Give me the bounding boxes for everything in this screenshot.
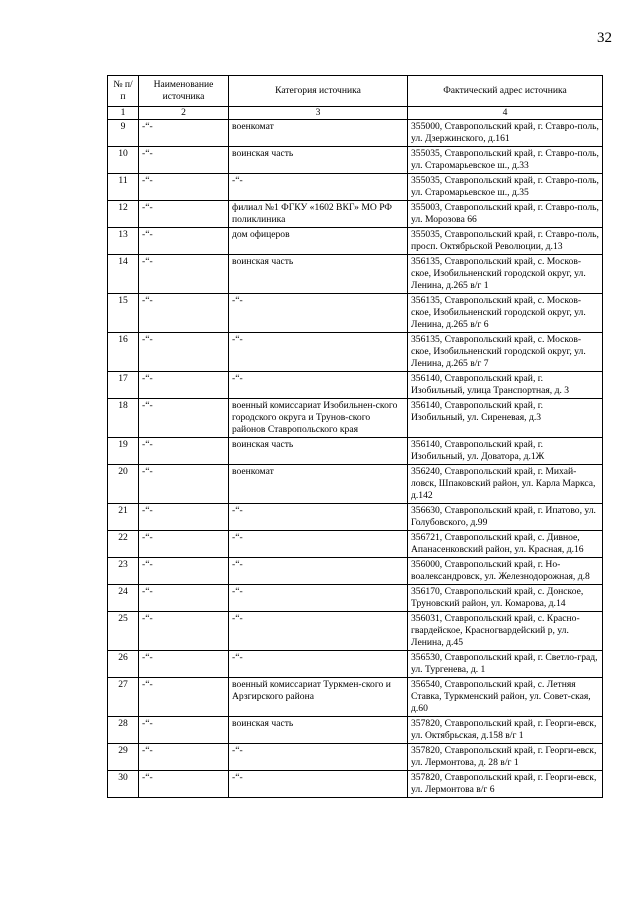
table-row — [108, 558, 603, 585]
table-row — [108, 585, 603, 612]
row-category: -“- — [229, 294, 408, 333]
row-category: -“- — [229, 372, 408, 399]
row-source-name: -“- — [139, 744, 229, 771]
row-number: 28 — [108, 717, 139, 744]
header-source-address: Фактический адрес источника — [408, 76, 603, 107]
row-category: -“- — [229, 612, 408, 651]
row-category: -“- — [229, 174, 408, 201]
row-source-name: -“- — [139, 612, 229, 651]
row-source-name: -“- — [139, 465, 229, 504]
table-row — [108, 651, 603, 678]
row-number: 23 — [108, 558, 139, 585]
row-number: 19 — [108, 438, 139, 465]
row-number: 11 — [108, 174, 139, 201]
row-source-name: -“- — [139, 585, 229, 612]
source-registry-table — [107, 75, 603, 798]
row-number: 15 — [108, 294, 139, 333]
table-row — [108, 201, 603, 228]
row-category: воинская часть — [229, 717, 408, 744]
row-category: -“- — [229, 504, 408, 531]
row-address: 356000, Ставропольский край, г. Но-воалександровск, ул. Железнодорожная, д.8 — [408, 558, 603, 585]
table-row — [108, 612, 603, 651]
page-number: 32 — [597, 30, 612, 46]
row-address: 355035, Ставропольский край, г. Ставро-поль, просп. Октябрьской Революции, д.13 — [408, 228, 603, 255]
table-row — [108, 228, 603, 255]
row-category: военный комиссариат Изобильнен-ского городского округа и Трунов-ского районов Ставропольского края — [229, 399, 408, 438]
table-row — [108, 294, 603, 333]
row-source-name: -“- — [139, 294, 229, 333]
column-index: 4 — [408, 107, 603, 120]
row-source-name: -“- — [139, 717, 229, 744]
row-number: 24 — [108, 585, 139, 612]
row-category: -“- — [229, 531, 408, 558]
row-category: воинская часть — [229, 147, 408, 174]
row-address: 356530, Ставропольский край, г. Светло-град, ул. Тургенева, д. 1 — [408, 651, 603, 678]
table-row — [108, 147, 603, 174]
row-category: военкомат — [229, 120, 408, 147]
row-number: 22 — [108, 531, 139, 558]
row-address: 355000, Ставропольский край, г. Ставро-поль, ул. Дзержинского, д.161 — [408, 120, 603, 147]
row-source-name: -“- — [139, 174, 229, 201]
row-number: 25 — [108, 612, 139, 651]
table-row — [108, 465, 603, 504]
row-number: 9 — [108, 120, 139, 147]
table-row — [108, 120, 603, 147]
row-address: 356721, Ставропольский край, с. Дивное, Апанасенковский район, ул. Красная, д.16 — [408, 531, 603, 558]
row-source-name: -“- — [139, 771, 229, 798]
row-category: -“- — [229, 771, 408, 798]
row-source-name: -“- — [139, 678, 229, 717]
row-number: 27 — [108, 678, 139, 717]
row-address: 357820, Ставропольский край, г. Георги-евск, ул. Лермонтова, д. 28 в/г 1 — [408, 744, 603, 771]
row-category: воинская часть — [229, 255, 408, 294]
column-index-row — [108, 107, 603, 120]
row-address: 356135, Ставропольский край, с. Москов-ское, Изобильненский городской округ, ул. Ленина, д.265 в/г 1 — [408, 255, 603, 294]
row-source-name: -“- — [139, 372, 229, 399]
table-row — [108, 438, 603, 465]
table-row — [108, 333, 603, 372]
row-address: 356140, Ставропольский край, г. Изобильный, улица Транспортная, д. 3 — [408, 372, 603, 399]
row-category: дом офицеров — [229, 228, 408, 255]
table-row — [108, 372, 603, 399]
row-source-name: -“- — [139, 651, 229, 678]
row-source-name: -“- — [139, 201, 229, 228]
row-source-name: -“- — [139, 228, 229, 255]
row-category: -“- — [229, 558, 408, 585]
table-body — [108, 120, 603, 798]
row-category: -“- — [229, 651, 408, 678]
row-address: 356240, Ставропольский край, г. Михай-ловск, Шпаковский район, ул. Карла Маркса, д.142 — [408, 465, 603, 504]
row-number: 26 — [108, 651, 139, 678]
row-address: 355003, Ставропольский край, г. Ставро-поль, ул. Морозова 66 — [408, 201, 603, 228]
row-category: филиал №1 ФГКУ «1602 ВКГ» МО РФ поликлиника — [229, 201, 408, 228]
table-row — [108, 771, 603, 798]
row-number: 29 — [108, 744, 139, 771]
table-row — [108, 678, 603, 717]
table-row — [108, 399, 603, 438]
row-source-name: -“- — [139, 147, 229, 174]
row-number: 17 — [108, 372, 139, 399]
row-number: 18 — [108, 399, 139, 438]
row-source-name: -“- — [139, 120, 229, 147]
row-address: 357820, Ставропольский край, г. Георги-евск, ул. Лермонтова в/г 6 — [408, 771, 603, 798]
row-source-name: -“- — [139, 531, 229, 558]
row-source-name: -“- — [139, 558, 229, 585]
row-category: -“- — [229, 585, 408, 612]
column-index: 3 — [229, 107, 408, 120]
table-row — [108, 717, 603, 744]
row-address: 356170, Ставропольский край, с. Донское, Труновский район, ул. Комарова, д.14 — [408, 585, 603, 612]
row-address: 355035, Ставропольский край, г. Ставро-поль, ул. Старомарьевское ш., д.33 — [408, 147, 603, 174]
header-source-category: Категория источника — [229, 76, 408, 107]
row-number: 14 — [108, 255, 139, 294]
row-address: 356140, Ставропольский край, г. Изобильный, ул. Сиреневая, д.3 — [408, 399, 603, 438]
column-index: 2 — [139, 107, 229, 120]
row-category: военкомат — [229, 465, 408, 504]
row-number: 21 — [108, 504, 139, 531]
header-number: № п/п — [108, 76, 139, 107]
row-number: 30 — [108, 771, 139, 798]
row-number: 10 — [108, 147, 139, 174]
table-row — [108, 174, 603, 201]
row-category: -“- — [229, 744, 408, 771]
row-number: 12 — [108, 201, 139, 228]
row-source-name: -“- — [139, 399, 229, 438]
row-address: 356135, Ставропольский край, с. Москов-ское, Изобильненский городской округ, ул. Ленина, д.265 в/г 7 — [408, 333, 603, 372]
table-header-row — [108, 76, 603, 107]
row-category: -“- — [229, 333, 408, 372]
table-row — [108, 255, 603, 294]
table-row — [108, 504, 603, 531]
row-number: 13 — [108, 228, 139, 255]
row-source-name: -“- — [139, 255, 229, 294]
row-address: 356135, Ставропольский край, с. Москов-ское, Изобильненский городской округ, ул. Ленина, д.265 в/г 6 — [408, 294, 603, 333]
row-source-name: -“- — [139, 438, 229, 465]
row-source-name: -“- — [139, 504, 229, 531]
header-source-name: Наименование источника — [139, 76, 229, 107]
row-category: воинская часть — [229, 438, 408, 465]
row-address: 356031, Ставропольский край, с. Красно-гвардейское, Красногвардейский р, ул. Ленина, д.45 — [408, 612, 603, 651]
row-number: 20 — [108, 465, 139, 504]
table-row — [108, 531, 603, 558]
row-source-name: -“- — [139, 333, 229, 372]
column-index: 1 — [108, 107, 139, 120]
row-address: 357820, Ставропольский край, г. Георги-евск, ул. Октябрьская, д.158 в/г 1 — [408, 717, 603, 744]
row-category: военный комиссариат Туркмен-ского и Арзгирского района — [229, 678, 408, 717]
row-address: 356140, Ставропольский край, г. Изобильный, ул. Доватора, д.1Ж — [408, 438, 603, 465]
table-row — [108, 744, 603, 771]
row-address: 355035, Ставропольский край, г. Ставро-поль, ул. Старомарьевское ш., д.35 — [408, 174, 603, 201]
row-number: 16 — [108, 333, 139, 372]
row-address: 356540, Ставропольский край, с. Летняя Ставка, Туркменский район, ул. Совет-ская, д.60 — [408, 678, 603, 717]
row-address: 356630, Ставропольский край, г. Ипатово, ул. Голубовского, д.99 — [408, 504, 603, 531]
